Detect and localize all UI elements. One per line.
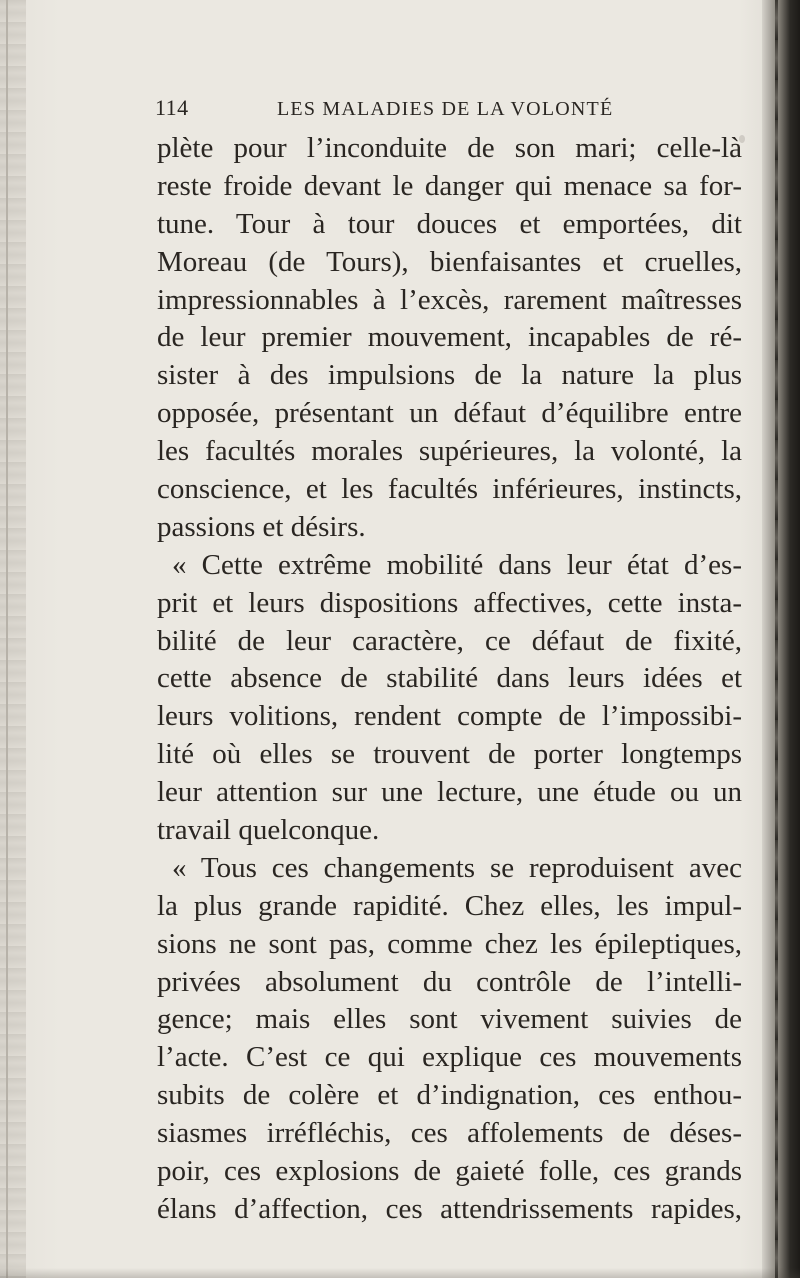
text-line: privées absolument du contrôle de l’intelli- <box>157 965 742 998</box>
text-line: tune. Tour à tour douces et emportées, dit <box>157 207 742 240</box>
text-line: passions et désirs. <box>157 510 366 543</box>
text-line: opposée, présentant un défaut d’équilibre entre <box>157 397 742 430</box>
left-binding-line <box>6 0 8 1278</box>
text-line: « Tous ces changements se reproduisent avec <box>172 851 742 884</box>
text-line: l’acte. C’est ce qui explique ces mouvements <box>157 1041 742 1074</box>
text-line: gence; mais elles sont vivement suivies de <box>157 1003 742 1036</box>
text-line: reste froide devant le danger qui menace sa for- <box>157 169 742 202</box>
text-line: leurs volitions, rendent compte de l’impossibi- <box>157 700 742 733</box>
text-line: cette absence de stabilité dans leurs idées et <box>157 662 742 695</box>
text-line: impressionnables à l’excès, rarement maîtresses <box>157 283 742 316</box>
text-line: leur attention sur une lecture, une étude ou un <box>157 776 742 809</box>
right-binding-lines <box>775 0 778 1278</box>
right-binding-edge <box>762 0 800 1278</box>
bottom-shadow <box>0 1268 800 1278</box>
text-line: les facultés morales supérieures, la volonté, la <box>157 435 742 468</box>
text-line: lité où elles se trouvent de porter longtemps <box>157 738 742 771</box>
running-title: LES MALADIES DE LA VOLONTÉ <box>277 98 614 120</box>
text-line: subits de colère et d’indignation, ces enthou- <box>157 1079 742 1112</box>
text-line: bilité de leur caractère, ce défaut de fixité, <box>157 624 742 657</box>
text-line: travail quelconque. <box>157 814 380 847</box>
text-line: élans d’affection, ces attendrissements rapides, <box>157 1192 742 1225</box>
page-header <box>155 95 645 127</box>
text-line: siasmes irréfléchis, ces affolements de déses- <box>157 1117 742 1150</box>
page-number: 114 <box>155 95 189 120</box>
text-line: « Cette extrême mobilité dans leur état d’es- <box>172 548 742 581</box>
text-line: plète pour l’inconduite de son mari; celle-là <box>157 132 742 164</box>
text-line: de leur premier mouvement, incapables de ré- <box>157 321 742 354</box>
text-line: prit et leurs dispositions affectives, cette insta- <box>157 586 742 619</box>
text-line: la plus grande rapidité. Chez elles, les impul- <box>157 889 742 922</box>
text-line: Moreau (de Tours), bienfaisantes et cruelles, <box>157 245 742 278</box>
text-line: poir, ces explosions de gaieté folle, ces grands <box>157 1155 742 1188</box>
left-binding-edge <box>0 0 26 1278</box>
text-line: conscience, et les facultés inférieures, instincts, <box>157 473 742 506</box>
text-line: sister à des impulsions de la nature la plus <box>157 359 742 392</box>
text-line: sions ne sont pas, comme chez les épileptiques, <box>157 927 742 960</box>
body-text <box>157 130 742 1229</box>
